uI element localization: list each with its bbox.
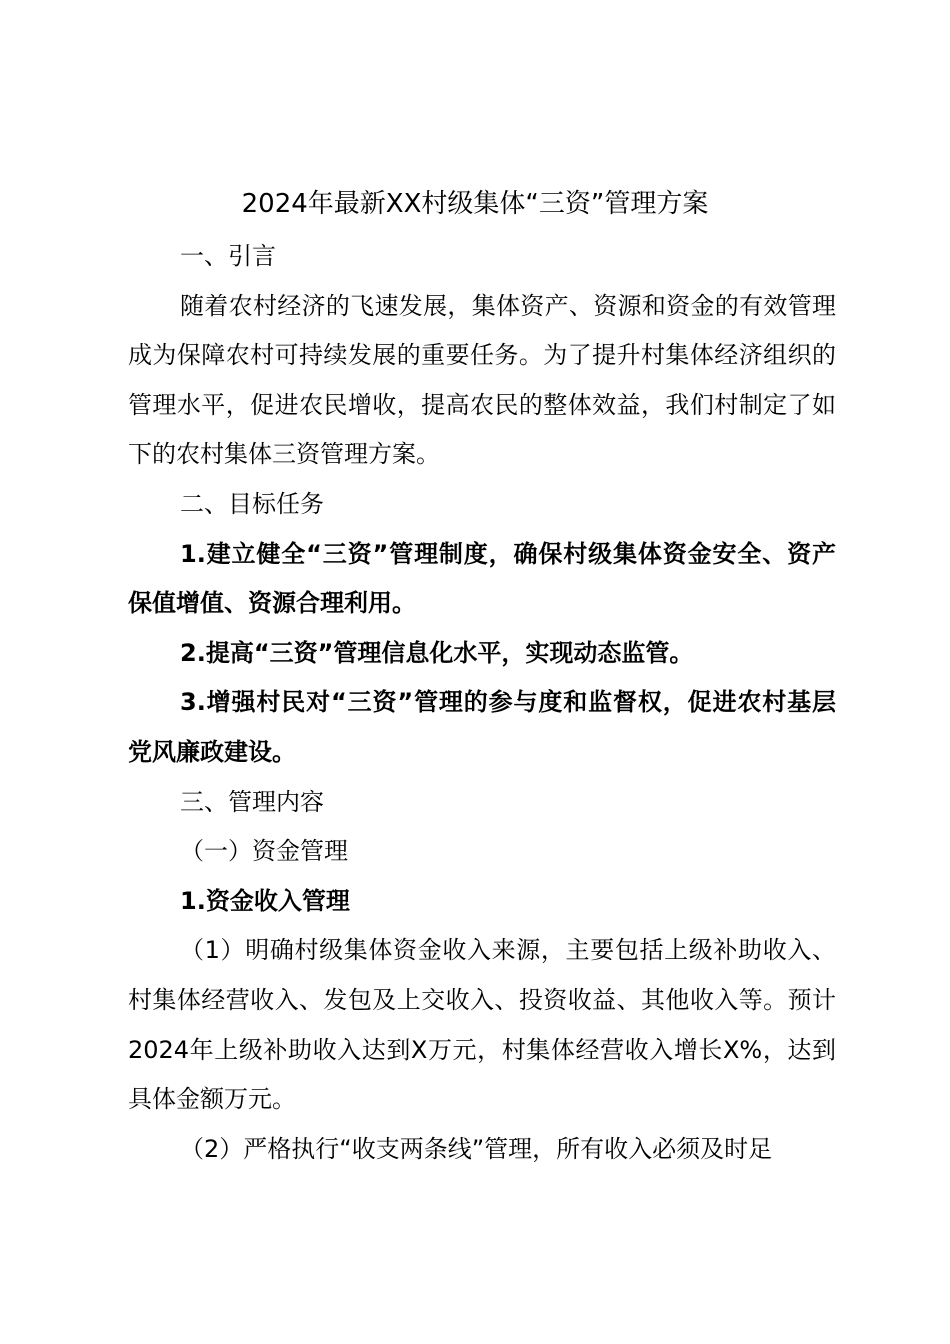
goal-item-3: 3.增强村民对“三资”管理的参与度和监督权，促进农村基层党风廉政建设。 bbox=[128, 688, 836, 766]
subsection-heading-fund-management: （一）资金管理 bbox=[180, 837, 348, 866]
section-heading-introduction: 一、引言 bbox=[180, 242, 276, 270]
paragraph-income-sources: （1）明确村级集体资金收入来源，主要包括上级补助收入、村集体经营收入、发包及上交收入、投资收益、其他收入等。预计2024年上级补助收入达到X万元，村集体经营收入增长X%，达到具体金额万元。 bbox=[128, 936, 836, 1114]
section-heading-goals: 二、目标任务 bbox=[180, 489, 324, 518]
item-heading-fund-income: 1.资金收入管理 bbox=[180, 886, 350, 915]
document-body bbox=[128, 232, 836, 1174]
goal-item-2: 2.提高“三资”管理信息化水平，实现动态监管。 bbox=[180, 638, 694, 667]
section-heading-management-content: 三、管理内容 bbox=[180, 787, 324, 816]
paragraph-introduction: 随着农村经济的飞速发展，集体资产、资源和资金的有效管理成为保障农村可持续发展的重要任务。为了提升村集体经济组织的管理水平，促进农民增收，提高农民的整体效益，我们村制定了如下的农村集体三资管理方案。 bbox=[128, 291, 836, 469]
document-title: 2024年最新XX村级集体“三资”管理方案 bbox=[241, 189, 709, 219]
paragraph-two-lines: （2）严格执行“收支两条线”管理，所有收入必须及时足 bbox=[180, 1134, 773, 1163]
goal-item-1: 1.建立健全“三资”管理制度，确保村级集体资金安全、资产保值增值、资源合理利用。 bbox=[128, 539, 836, 618]
